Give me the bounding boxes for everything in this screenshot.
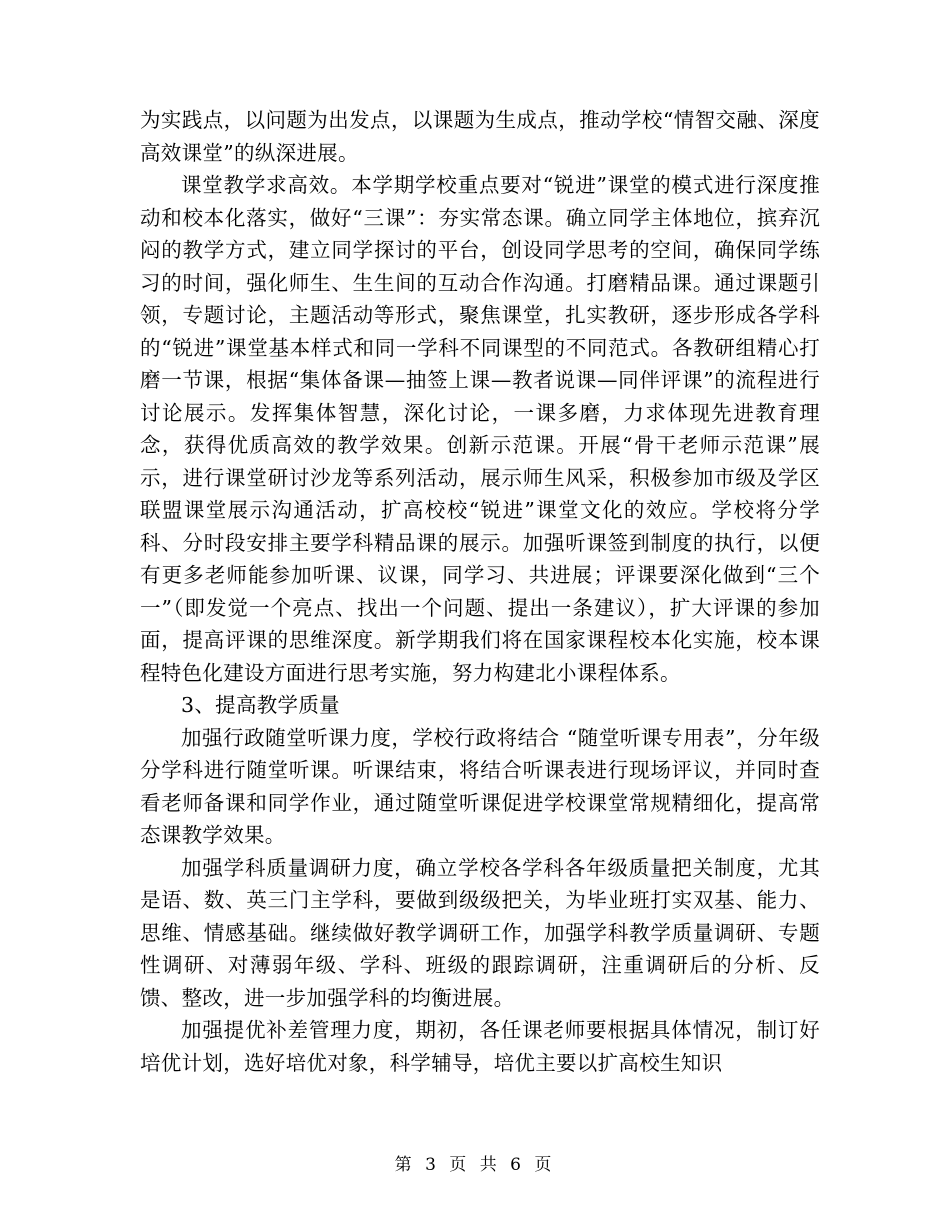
paragraph-1: 为实践点，以问题为出发点，以课题为生成点，推动学校“情智交融、深度高效课堂”的纵深进展。 [140,108,820,165]
paragraph-admin-observation: 加强行政随堂听课力度，学校行政将结合 “随堂听课专用表”，分年级分学科进行随堂听课。听课结束，将结合听课表进行现场评议，并同时查看老师备课和同学作业，通过随堂听课促进学校课堂常规精细化，提高常态课教学效果。 [140,725,820,847]
body-text [140,104,820,1079]
page-number-footer: 第 3 页 共 6 页 [394,1155,556,1175]
paragraph-tutoring: 加强提优补差管理力度，期初，各任课老师要根据具体情况，制订好培优计划，选好培优对象，科学辅导，培优主要以扩高校生知识 [140,1018,820,1075]
section-heading-3: 3、提高教学质量 [181,693,340,717]
paragraph-quality-research: 加强学科质量调研力度，确立学校各学科各年级质量把关制度，尤其是语、数、英三门主学科，要做到级级把关，为毕业班打实双基、能力、思维、情感基础。继续做好教学调研工作，加强学科教学质量调研、专题性调研、对薄弱年级、学科、班级的跟踪调研，注重调研后的分析、反馈、整改，进一步加强学科的均衡进展。 [140,855,820,1010]
paragraph-classroom-efficiency: 课堂教学求高效。本学期学校重点要对“锐进”课堂的模式进行深度推动和校本化落实，做好“三课”：夯实常态课。确立同学主体地位，摈弃沉闷的教学方式，建立同学探讨的平台，创设同学思考的空间，确保同学练习的时间，强化师生、生生间的互动合作沟通。打磨精品课。通过课题引领，专题讨论，主题活动等形式，聚焦课堂，扎实教研，逐步形成各学科的“锐进”课堂基本样式和同一学科不同课型的不同范式。各教研组精心打磨一节课，根据“集体备课—抽签上课—教者说课—同伴评课”的流程进行讨论展示。发挥集体智慧，深化讨论，一课多磨，力求体现先进教育理念，获得优质高效的教学效果。创新示范课。开展“骨干老师示范课”展示，进行课堂研讨沙龙等系列活动，展示师生风采，积极参加市级及学区联盟课堂展示沟通活动，扩高校校“锐进”课堂文化的效应。学校将分学科、分时段安排主要学科精品课的展示。加强听课签到制度的执行，以便有更多老师能参加听课、议课，同学习、共进展；评课要深化做到“三个一”（即发觉一个亮点、找出一个问题、提出一条建议），扩大评课的参加面，提高评课的思维深度。新学期我们将在国家课程校本化实施，校本课程特色化建设方面进行思考实施，努力构建北小课程体系。 [140,173,820,685]
